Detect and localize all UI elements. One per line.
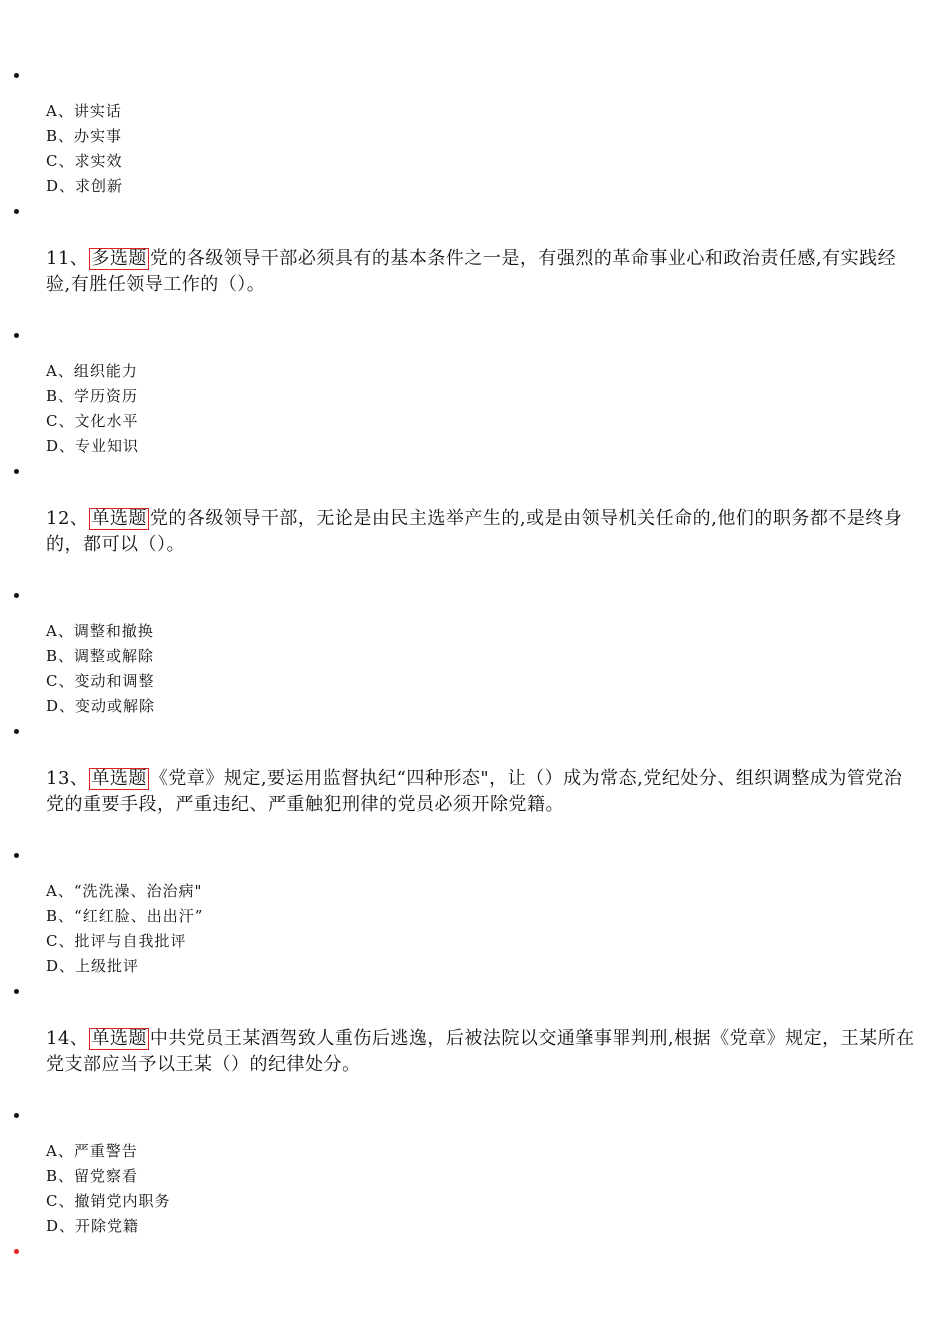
option-b[interactable]: B、办实事 — [46, 127, 123, 145]
option-list — [46, 99, 123, 199]
option-a[interactable]: A、“洗洗澡、治治病" — [46, 882, 203, 900]
bullet-dot — [14, 209, 19, 214]
option-d[interactable]: D、变动或解除 — [46, 697, 156, 715]
option-c[interactable]: C、批评与自我批评 — [46, 932, 187, 950]
bullet-dot — [14, 333, 19, 338]
option-b[interactable]: B、留党察看 — [46, 1167, 139, 1185]
question-11 — [46, 246, 916, 298]
bullet-dot — [14, 1113, 19, 1118]
option-c[interactable]: C、文化水平 — [46, 412, 139, 430]
option-d[interactable]: D、求创新 — [46, 177, 124, 195]
question-14 — [46, 1026, 916, 1078]
option-b[interactable]: B、“红红脸、出出汗” — [46, 907, 204, 925]
option-d[interactable]: D、开除党籍 — [46, 1217, 140, 1235]
option-a[interactable]: A、严重警告 — [46, 1142, 138, 1160]
question-number: 14、 — [46, 1028, 89, 1049]
option-b[interactable]: B、学历资历 — [46, 387, 139, 405]
option-a[interactable]: A、调整和撤换 — [46, 622, 154, 640]
question-number: 13、 — [46, 768, 89, 789]
question-text: 《党章》规定,要运用监督执纪“四种形态"，让（）成为常态,党纪处分、组织调整成为管党治党的重要手段，严重违纪、严重触犯刑律的党员必须开除党籍。 — [46, 768, 903, 815]
option-b[interactable]: B、调整或解除 — [46, 647, 155, 665]
question-type-tag: 单选题 — [91, 508, 147, 529]
question-number: 11、 — [46, 248, 89, 269]
option-list — [46, 619, 155, 719]
bullet-dot — [14, 1249, 19, 1254]
question-12 — [46, 506, 916, 558]
option-list — [46, 1139, 170, 1239]
question-text: 党的各级领导干部，无论是由民主选举产生的,或是由领导机关任命的,他们的职务都不是终身的，都可以（）。 — [46, 508, 903, 555]
option-d[interactable]: D、专业知识 — [46, 437, 140, 455]
option-c[interactable]: C、求实效 — [46, 152, 123, 170]
question-type-tag: 多选题 — [91, 248, 147, 269]
option-a[interactable]: A、组织能力 — [46, 362, 138, 380]
question-type-tag: 单选题 — [91, 1028, 147, 1049]
option-list — [46, 879, 203, 979]
bullet-dot — [14, 593, 19, 598]
bullet-dot — [14, 853, 19, 858]
bullet-dot — [14, 989, 19, 994]
option-list — [46, 359, 139, 459]
question-text: 党的各级领导干部必须具有的基本条件之一是，有强烈的革命事业心和政治责任感,有实践经验,有胜任领导工作的（）。 — [46, 248, 897, 295]
option-c[interactable]: C、撤销党内职务 — [46, 1192, 171, 1210]
question-13 — [46, 766, 916, 818]
option-a[interactable]: A、讲实话 — [46, 102, 122, 120]
question-text: 中共党员王某酒驾致人重伤后逃逸，后被法院以交通肇事罪判刑,根据《党章》规定，王某所在党支部应当予以王某（）的纪律处分。 — [46, 1028, 915, 1075]
bullet-dot — [14, 729, 19, 734]
option-c[interactable]: C、变动和调整 — [46, 672, 155, 690]
question-number: 12、 — [46, 508, 89, 529]
question-type-tag: 单选题 — [91, 768, 147, 789]
bullet-dot — [14, 469, 19, 474]
bullet-dot — [14, 73, 19, 78]
option-d[interactable]: D、上级批评 — [46, 957, 140, 975]
